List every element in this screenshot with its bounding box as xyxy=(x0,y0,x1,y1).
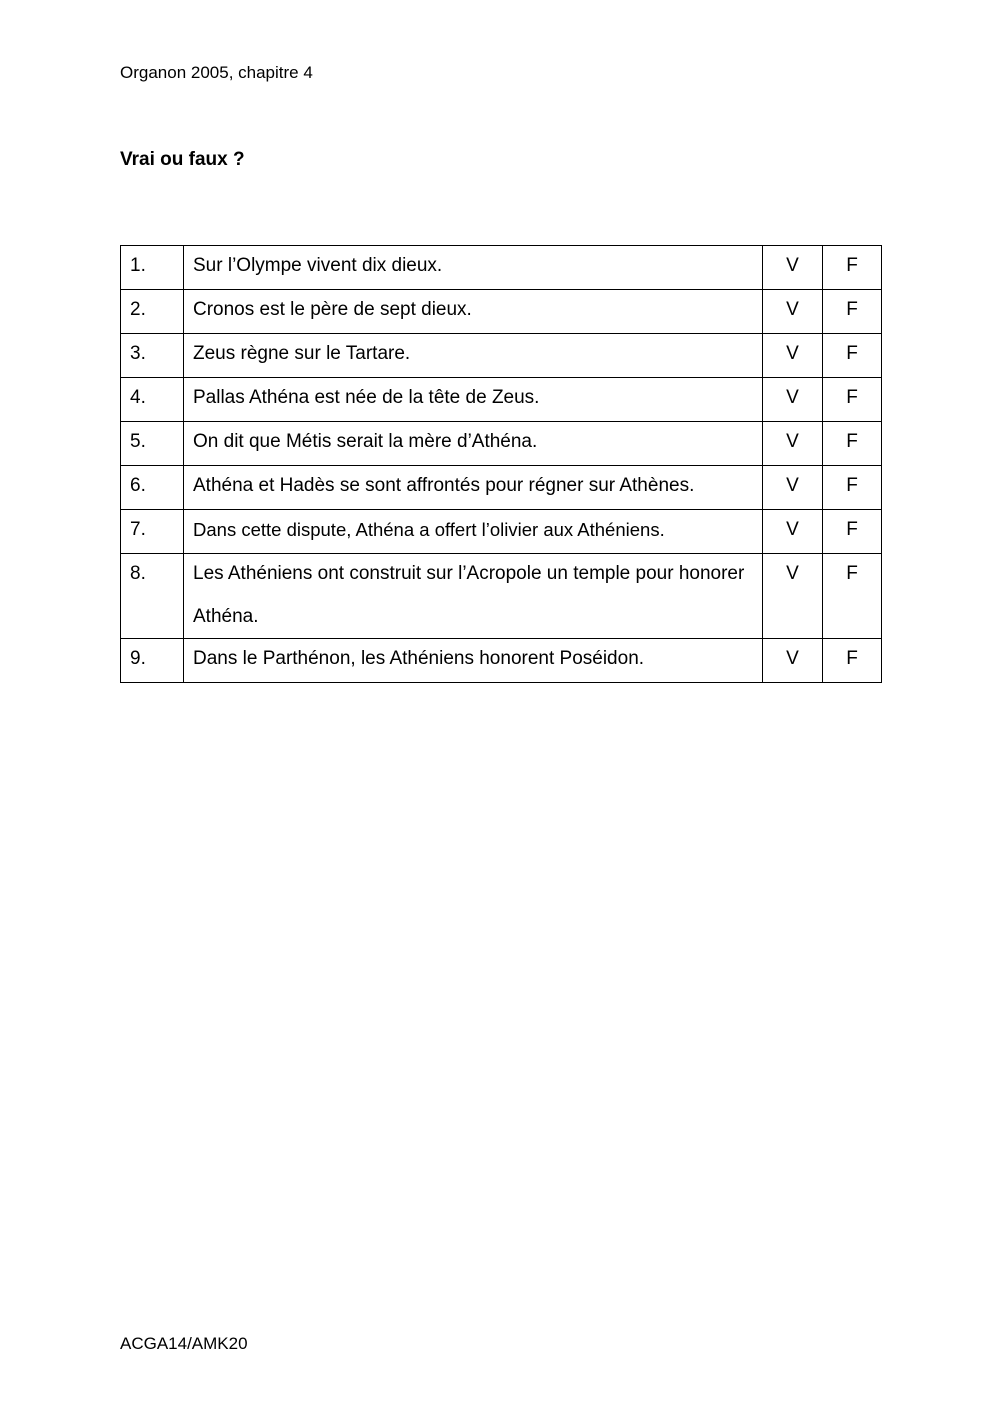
false-option[interactable]: F xyxy=(846,519,858,540)
true-option[interactable]: V xyxy=(786,563,799,584)
question-text: Sur l’Olympe vivent dix dieux. xyxy=(193,255,443,276)
question-number: 1. xyxy=(130,255,146,276)
true-option[interactable]: V xyxy=(786,475,799,496)
false-option[interactable]: F xyxy=(846,387,858,408)
true-option[interactable]: V xyxy=(786,255,799,276)
true-option-cell[interactable] xyxy=(763,639,823,683)
question-number: 5. xyxy=(130,431,146,452)
question-row xyxy=(121,639,882,683)
true-option-cell[interactable] xyxy=(763,554,823,639)
true-option[interactable]: V xyxy=(786,299,799,320)
false-option[interactable]: F xyxy=(846,475,858,496)
question-text: Dans le Parthénon, les Athéniens honorent Poséidon. xyxy=(193,648,645,669)
false-option-cell[interactable] xyxy=(823,554,882,639)
page-title: Vrai ou faux ? xyxy=(120,149,245,170)
question-number: 2. xyxy=(130,299,146,320)
true-option[interactable]: V xyxy=(786,648,799,669)
false-option[interactable]: F xyxy=(846,563,858,584)
question-text: Athéna et Hadès se sont affrontés pour régner sur Athènes. xyxy=(193,475,695,496)
document-footer: ACGA14/AMK20 xyxy=(120,1334,248,1353)
question-text: Cronos est le père de sept dieux. xyxy=(193,299,472,320)
true-false-table xyxy=(120,245,882,683)
false-option[interactable]: F xyxy=(846,648,858,669)
true-option[interactable]: V xyxy=(786,343,799,364)
question-number: 6. xyxy=(130,475,146,496)
true-option[interactable]: V xyxy=(786,387,799,408)
false-option[interactable]: F xyxy=(846,255,858,276)
question-number-cell xyxy=(121,639,184,683)
false-option[interactable]: F xyxy=(846,431,858,452)
question-text: Dans cette dispute, Athéna a offert l’olivier aux Athéniens. xyxy=(193,519,665,540)
question-number: 4. xyxy=(130,387,146,408)
false-option-cell[interactable] xyxy=(823,639,882,683)
question-text-cell xyxy=(184,639,763,683)
question-number: 3. xyxy=(130,343,146,364)
false-option[interactable]: F xyxy=(846,299,858,320)
question-text: Zeus règne sur le Tartare. xyxy=(193,343,411,364)
question-text-cell xyxy=(184,466,763,510)
question-number: 8. xyxy=(130,563,146,584)
true-option[interactable]: V xyxy=(786,519,799,540)
false-option[interactable]: F xyxy=(846,343,858,364)
question-number: 7. xyxy=(130,519,146,540)
question-number: 9. xyxy=(130,648,146,669)
question-text: On dit que Métis serait la mère d’Athéna. xyxy=(193,431,538,452)
question-row xyxy=(121,554,882,639)
true-option[interactable]: V xyxy=(786,431,799,452)
question-number-cell xyxy=(121,554,184,639)
question-text-cell xyxy=(184,554,763,639)
document-header: Organon 2005, chapitre 4 xyxy=(120,63,313,82)
question-text: Les Athéniens ont construit sur l’Acropole un temple pour honorer Athéna. xyxy=(193,563,745,627)
question-text: Pallas Athéna est née de la tête de Zeus. xyxy=(193,387,540,408)
